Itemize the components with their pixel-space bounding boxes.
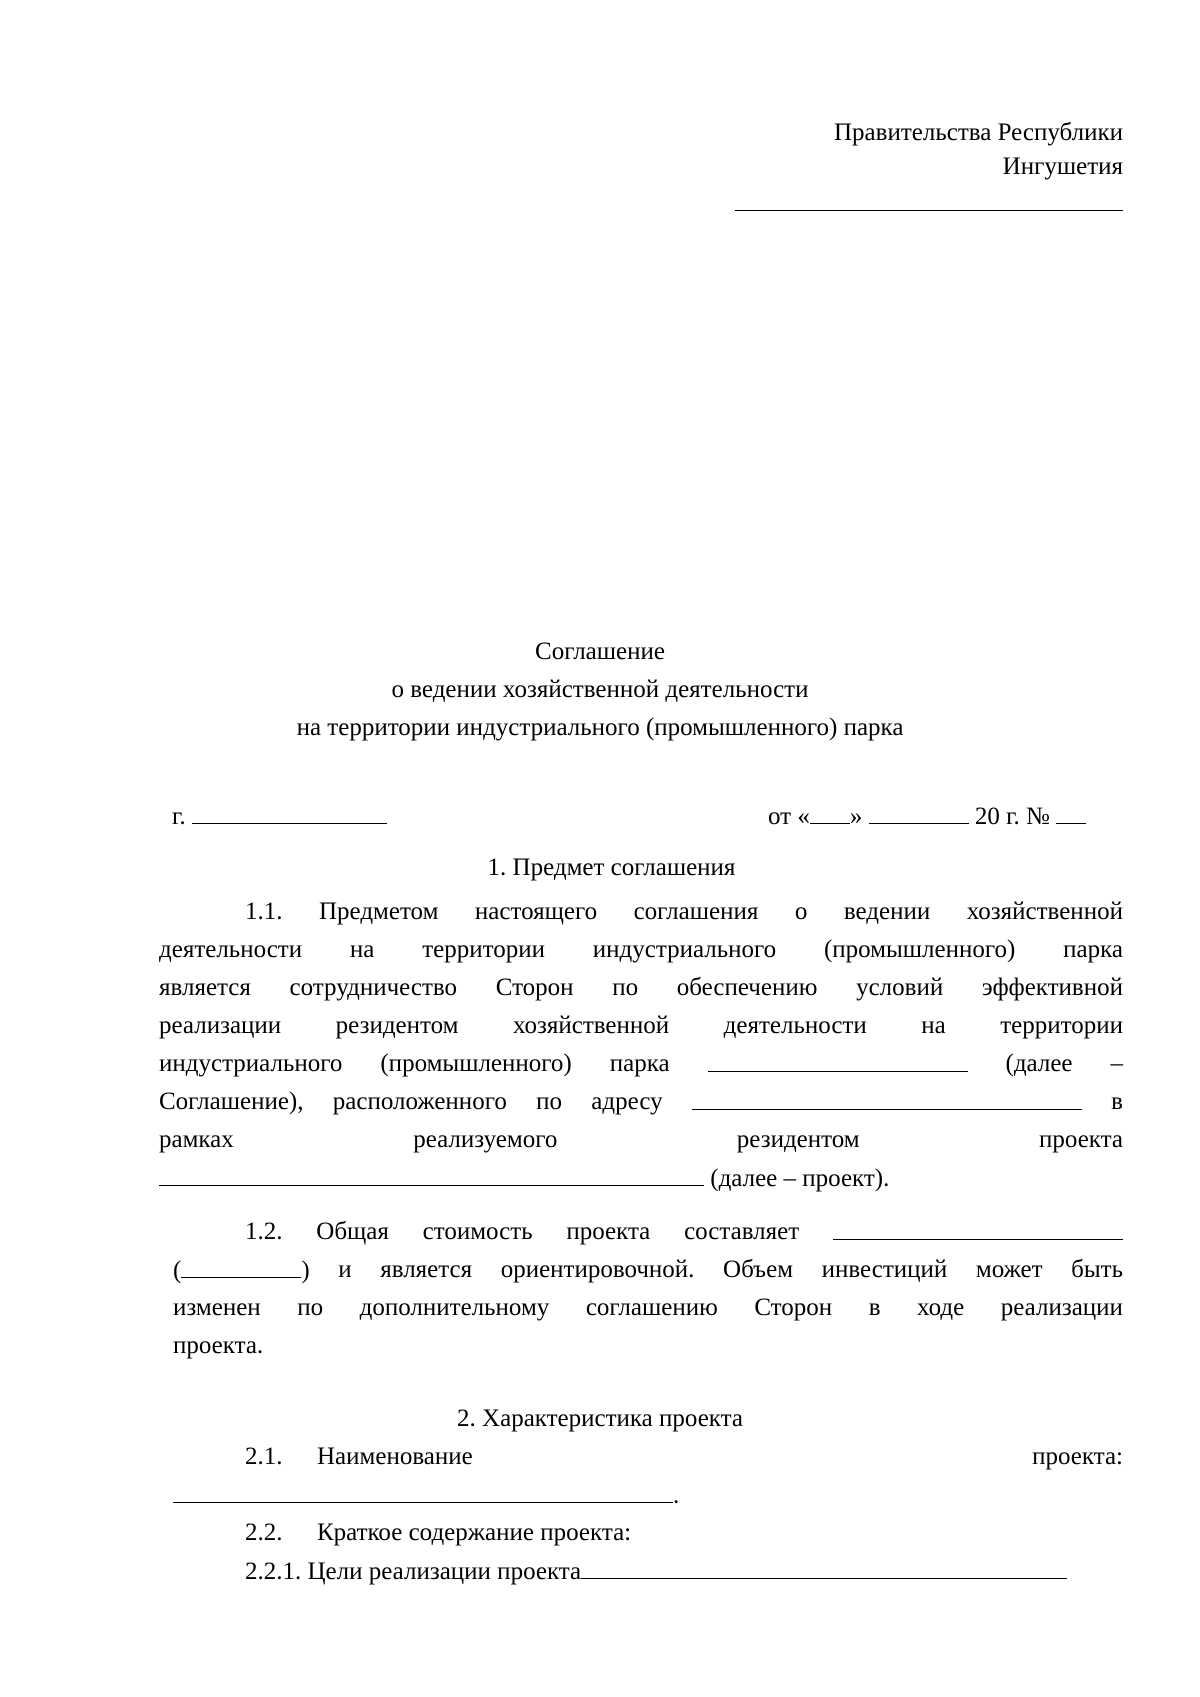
p22-number: 2.2.	[245, 1519, 283, 1546]
p11-word: (промышленного)	[823, 936, 1016, 963]
p11-word: является	[159, 974, 251, 1001]
p11-word: в	[1111, 1088, 1123, 1115]
p12-word: соглашению	[585, 1294, 718, 1321]
p12-line-2	[173, 1251, 1123, 1290]
date-prefix: от «	[768, 803, 810, 830]
p12-line-4: проекта.	[173, 1332, 264, 1359]
p11-word: территории	[422, 936, 545, 963]
p12-word: Общая	[316, 1218, 389, 1245]
cost-words-blank[interactable]	[181, 1251, 301, 1278]
p11-word: Соглашение),	[159, 1088, 304, 1115]
p11-line-7	[159, 1121, 1123, 1159]
p12-line-1	[245, 1213, 1123, 1251]
p12-word: ориентировочной.	[500, 1256, 695, 1283]
p12-word: является	[380, 1256, 473, 1283]
doc-subtitle-1: о ведении хозяйственной деятельности	[391, 676, 809, 703]
p11-number: 1.1.	[245, 898, 283, 925]
p11-word: соглашения	[633, 898, 759, 925]
p11-word: обеспечению	[676, 974, 818, 1001]
p11-word: условий	[856, 974, 944, 1001]
cost-blank[interactable]	[833, 1213, 1123, 1240]
p21-dot: .	[673, 1482, 680, 1509]
project-title-blank[interactable]	[173, 1476, 673, 1503]
p11-word: Предметом	[319, 898, 439, 925]
p11-word: деятельности	[723, 1012, 867, 1039]
year-number-label: 20 г. №	[974, 803, 1050, 830]
number-blank[interactable]	[1056, 797, 1086, 824]
p11-word: территории	[1000, 1012, 1123, 1039]
p11-word: индустриального	[592, 936, 777, 963]
p12-word: ходе	[917, 1294, 965, 1321]
p11-word: парка	[609, 1050, 670, 1077]
date-row	[768, 797, 1086, 836]
p11-word: реализуемого	[413, 1126, 558, 1153]
p12-word: и	[338, 1256, 352, 1283]
p11-word: ведении	[843, 898, 931, 925]
p11-word: проекта	[1039, 1126, 1123, 1153]
p11-word: рамках	[159, 1126, 234, 1153]
p221-line	[245, 1552, 1067, 1591]
p12-word: составляет	[684, 1218, 800, 1245]
p12-word: Сторон	[754, 1294, 833, 1321]
p12-word: быть	[1071, 1256, 1123, 1283]
month-blank[interactable]	[869, 797, 969, 824]
p12-word: Объем	[723, 1256, 794, 1283]
p11-word: Сторон	[495, 974, 574, 1001]
p21-tail: проекта:	[1032, 1443, 1123, 1470]
p11-word: на	[921, 1012, 946, 1039]
day-blank[interactable]	[810, 797, 850, 824]
p12-word: в	[868, 1294, 881, 1321]
p11-word: парка	[1063, 936, 1123, 963]
p11-line-2	[159, 931, 1123, 969]
p21-label: Наименование	[317, 1443, 473, 1470]
p11-word: о	[794, 898, 808, 925]
address-blank[interactable]	[692, 1083, 1082, 1110]
project-name-blank[interactable]	[159, 1159, 704, 1186]
p11-word: настоящего	[474, 898, 598, 925]
doc-subtitle-2: на территории индустриального (промышленного) парка	[296, 714, 904, 741]
p12-word: по	[297, 1294, 324, 1321]
p12-word: стоимость	[422, 1218, 533, 1245]
doc-title: Соглашение	[535, 638, 665, 665]
date-mid: »	[849, 803, 863, 830]
addressee-line-2: Ингушетия	[1002, 153, 1123, 180]
p11-word: резидентом	[736, 1126, 860, 1153]
p11-line-4	[159, 1007, 1123, 1045]
p12-word: может	[975, 1256, 1043, 1283]
p11-word: эффективной	[981, 974, 1123, 1001]
section-1-heading: 1. Предмет соглашения	[487, 854, 736, 881]
p11-line-3	[159, 969, 1123, 1007]
p12-word: реализации	[1000, 1294, 1123, 1321]
p11-word: реализации	[159, 1012, 282, 1039]
p11-word: адресу	[591, 1088, 663, 1115]
paren-open: (	[173, 1257, 182, 1284]
place-date-row	[172, 797, 387, 836]
addressee-signature-line	[735, 210, 1123, 211]
p11-word: на	[349, 936, 375, 963]
p12-word: проекта	[566, 1218, 651, 1245]
section-2-heading: 2. Характеристика проекта	[457, 1405, 743, 1432]
p12-line-3	[173, 1289, 1123, 1327]
p11-line-5	[159, 1045, 1123, 1083]
p21-line-2	[173, 1476, 679, 1515]
p21-number: 2.1.	[245, 1443, 283, 1470]
p11-word: индустриального	[159, 1050, 343, 1077]
p11-word: по	[536, 1088, 562, 1115]
p12-word: инвестиций	[821, 1256, 948, 1283]
p11-line8-tail: (далее – проект).	[710, 1165, 890, 1192]
p11-line-1	[245, 893, 1123, 931]
p11-word: –	[1110, 1050, 1123, 1077]
p11-word: (промышленного)	[380, 1050, 572, 1077]
p11-word: сотрудничество	[289, 974, 458, 1001]
p11-word: расположенного	[332, 1088, 507, 1115]
project-goals-blank[interactable]	[581, 1552, 1067, 1579]
city-prefix: г.	[172, 803, 186, 830]
p11-line-6	[159, 1083, 1123, 1121]
p11-word: хозяйственной	[966, 898, 1123, 925]
p12-number: 1.2.	[245, 1218, 283, 1245]
p22-text: Краткое содержание проекта:	[317, 1519, 632, 1546]
paren-close: )	[301, 1257, 310, 1284]
p11-word: по	[612, 974, 639, 1001]
p11-line-8	[159, 1159, 889, 1198]
p11-word: резидентом	[335, 1012, 459, 1039]
addressee-line-1: Правительства Республики	[834, 119, 1123, 146]
p221-text: 2.2.1. Цели реализации проекта	[245, 1558, 582, 1585]
p11-word: (далее	[1005, 1050, 1073, 1077]
p11-word: хозяйственной	[512, 1012, 670, 1039]
p11-word: деятельности	[159, 936, 303, 963]
p12-word: изменен	[173, 1294, 261, 1321]
park-name-blank[interactable]	[708, 1045, 968, 1072]
city-blank[interactable]	[192, 797, 387, 824]
p12-word: дополнительному	[359, 1294, 550, 1321]
